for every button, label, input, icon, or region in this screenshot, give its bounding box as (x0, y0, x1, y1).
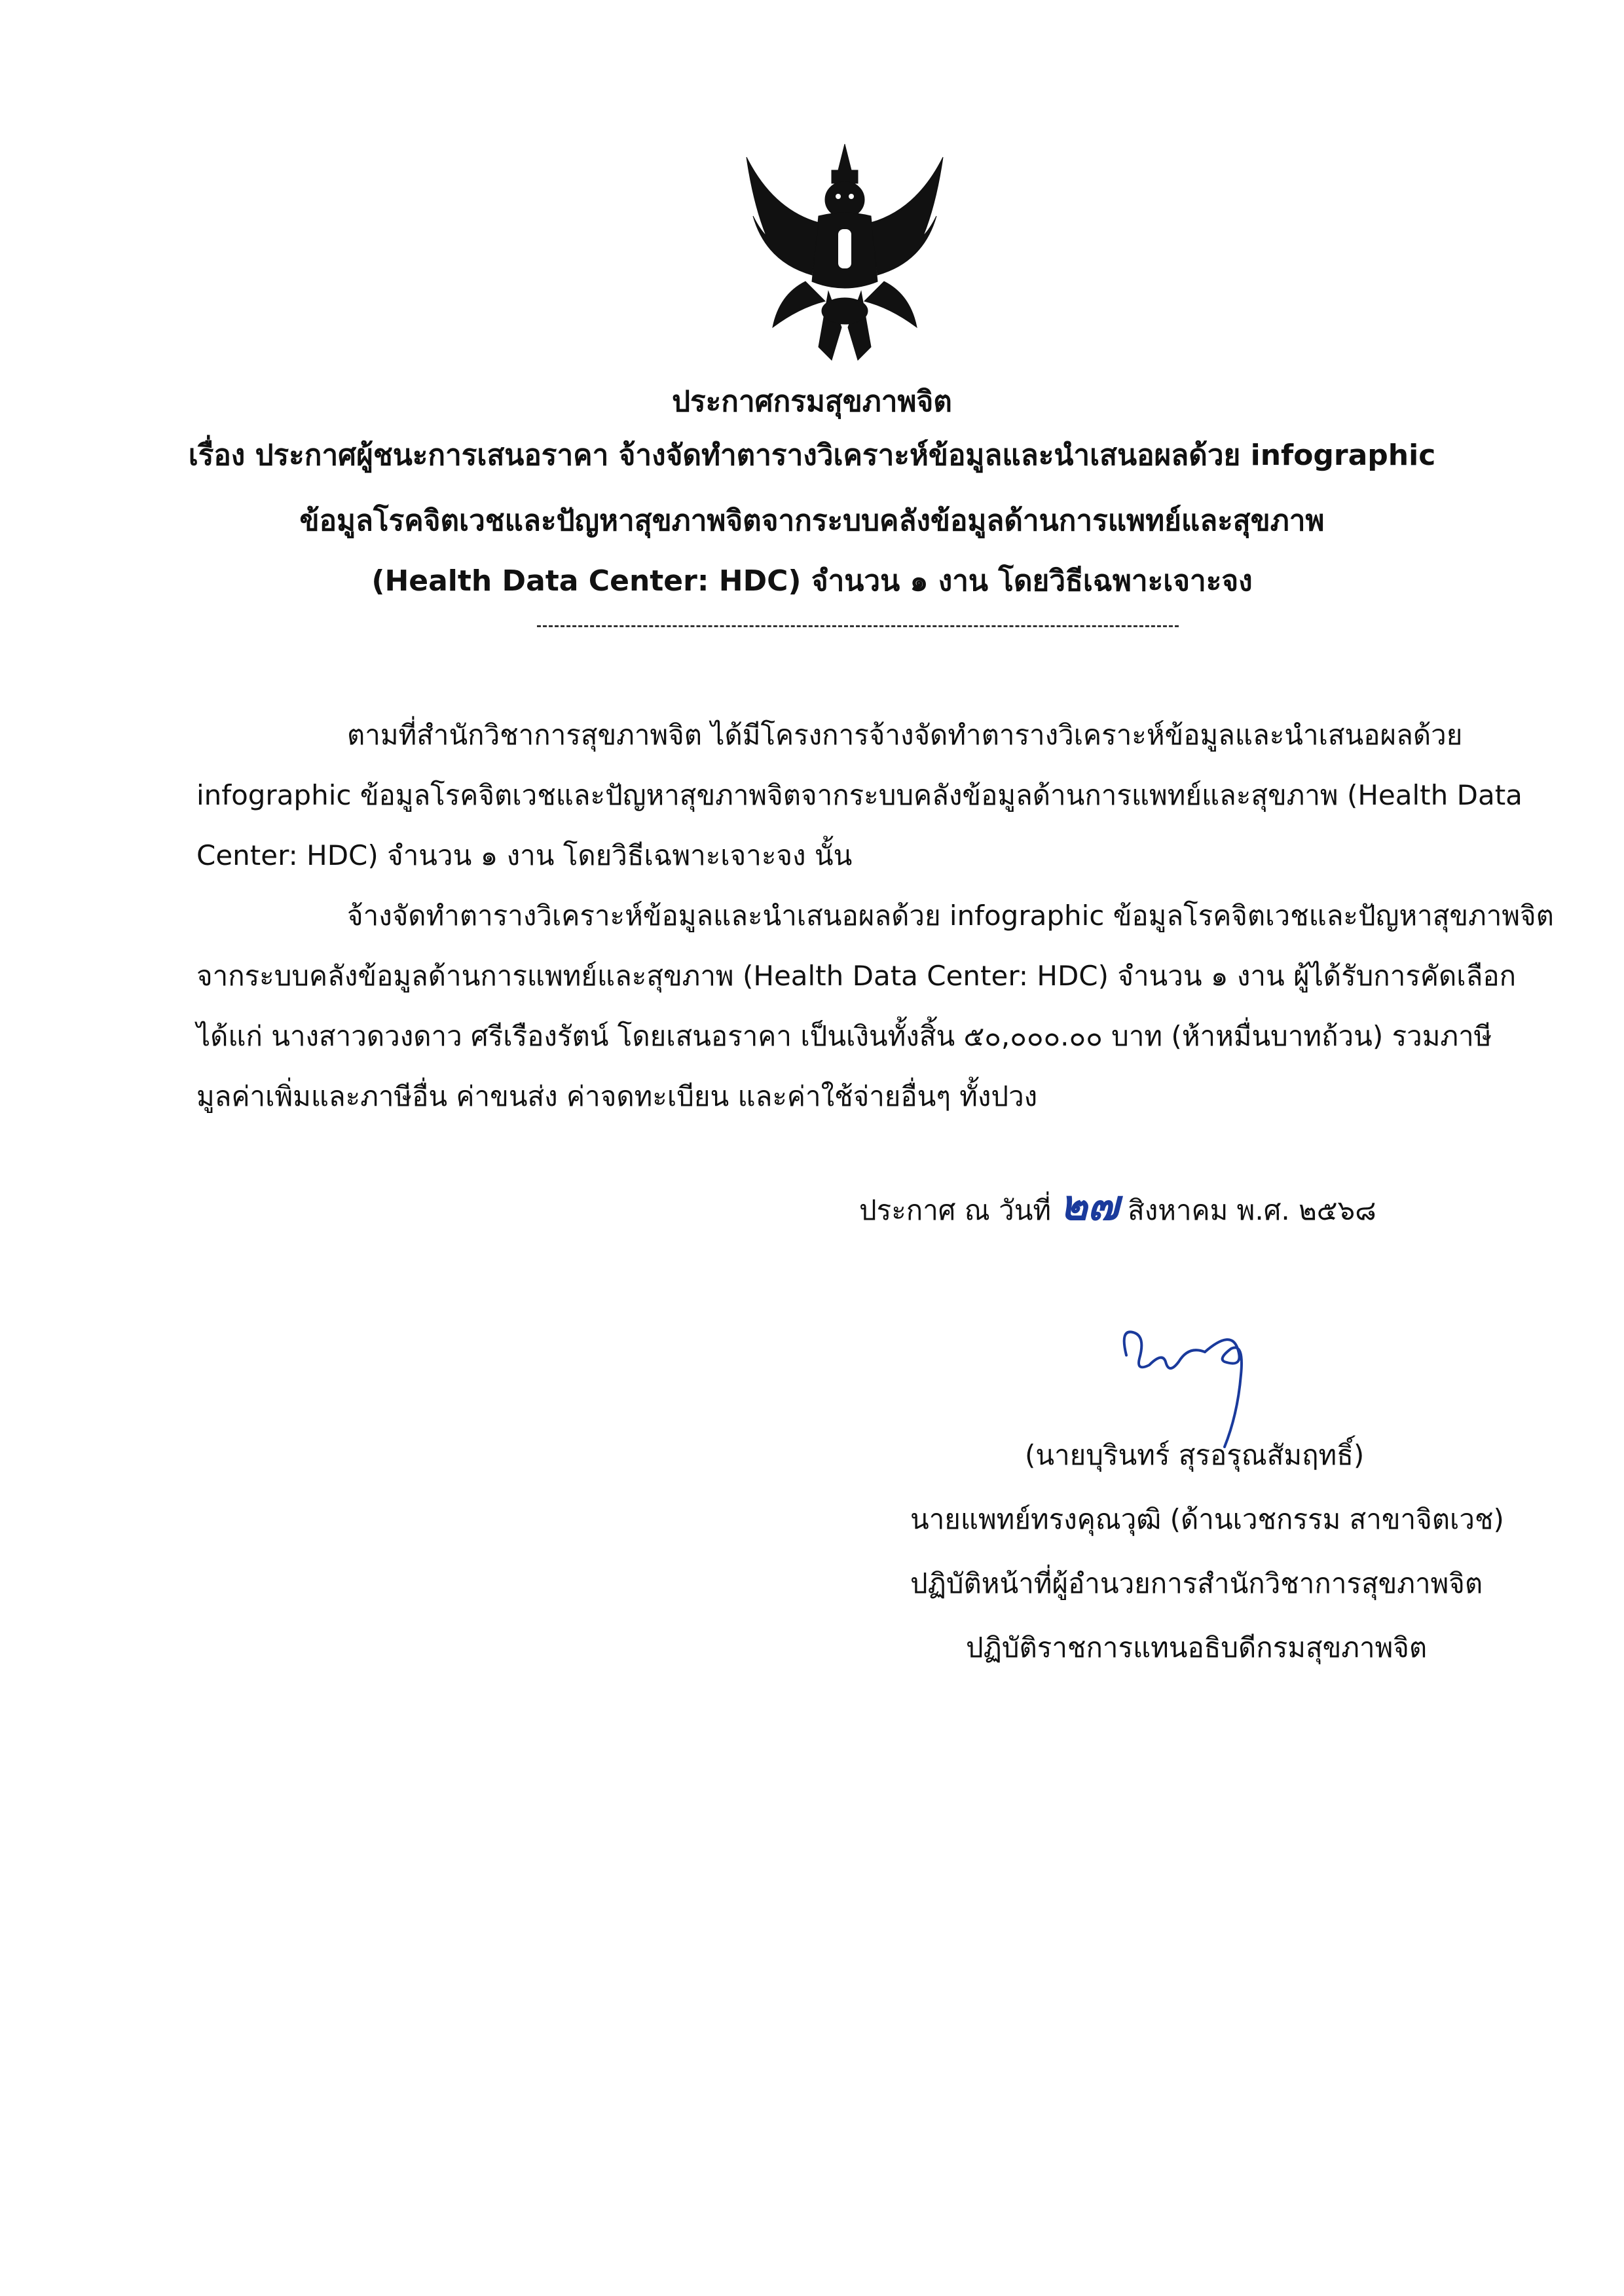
paragraph-2-line-4: มูลค่าเพิ่มและภาษีอื่น ค่าขนส่ง ค่าจดทะเบียน และค่าใช้จ่ายอื่นๆ ทั้งปวง (196, 1080, 1038, 1112)
dashed-divider (537, 625, 1179, 627)
signatory-position-3: ปฏิบัติราชการแทนอธิบดีกรมสุขภาพจิต (966, 1631, 1428, 1664)
paragraph-1-line-1: ตามที่สำนักวิชาการสุขภาพจิต ได้มีโครงการจ้างจัดทำตารางวิเคราะห์ข้อมูลและนำเสนอผลด้วย (347, 719, 1463, 751)
announcement-date (859, 1172, 1376, 1239)
paragraph-2-line-2: จากระบบคลังข้อมูลด้านการแพทย์และสุขภาพ (Health Data Center: HDC) จำนวน ๑ งาน ผู้ได้รับการคัดเลือก (196, 960, 1516, 992)
subject-line-2: ข้อมูลโรคจิตเวชและปัญหาสุขภาพจิตจากระบบคลังข้อมูลด้านการแพทย์และสุขภาพ (299, 504, 1325, 538)
paragraph-2-line-1: จ้างจัดทำตารางวิเคราะห์ข้อมูลและนำเสนอผลด้วย infographic ข้อมูลโรคจิตเวชและปัญหาสุขภาพจิต (347, 900, 1554, 932)
handwritten-signature (1113, 1316, 1283, 1453)
signatory-position-1: นายแพทย์ทรงคุณวุฒิ (ด้านเวชกรรม สาขาจิตเวช) (910, 1503, 1504, 1535)
garuda-emblem (733, 131, 956, 373)
paragraph-1-line-3: Center: HDC) จำนวน ๑ งาน โดยวิธีเฉพาะเจาะจง นั้น (196, 839, 853, 871)
date-prefix: ประกาศ ณ วันที่ (859, 1194, 1052, 1226)
paragraph-2-line-3: ได้แก่ นางสาวดวงดาว ศรีเรืองรัตน์ โดยเสนอราคา เป็นเงินทั้งสิ้น ๕๐,๐๐๐.๐๐ บาท (ห้าหมื่นบาทถ้วน) รวมภาษี (196, 1020, 1492, 1052)
paragraph-1-line-2: infographic ข้อมูลโรคจิตเวชและปัญหาสุขภาพจิตจากระบบคลังข้อมูลด้านการแพทย์และสุขภาพ (Health Data (196, 779, 1522, 811)
announcement-agency: ประกาศกรมสุขภาพจิต (672, 385, 952, 418)
signatory-name: (นายบุรินทร์ สุรอรุณสัมฤทธิ์) (1025, 1439, 1365, 1471)
signatory-position-2: ปฏิบัติหน้าที่ผู้อำนวยการสำนักวิชาการสุขภาพจิต (910, 1567, 1483, 1599)
subject-line-3: (Health Data Center: HDC) จำนวน ๑ งาน โดยวิธีเฉพาะเจาะจง (371, 564, 1253, 598)
subject-line-1: เรื่อง ประกาศผู้ชนะการเสนอราคา จ้างจัดทำตารางวิเคราะห์ข้อมูลและนำเสนอผลด้วย infographic (188, 439, 1436, 472)
date-month-year: สิงหาคม พ.ศ. ๒๕๖๘ (1128, 1194, 1376, 1226)
handwritten-day: ๒๗ (1060, 1181, 1119, 1230)
